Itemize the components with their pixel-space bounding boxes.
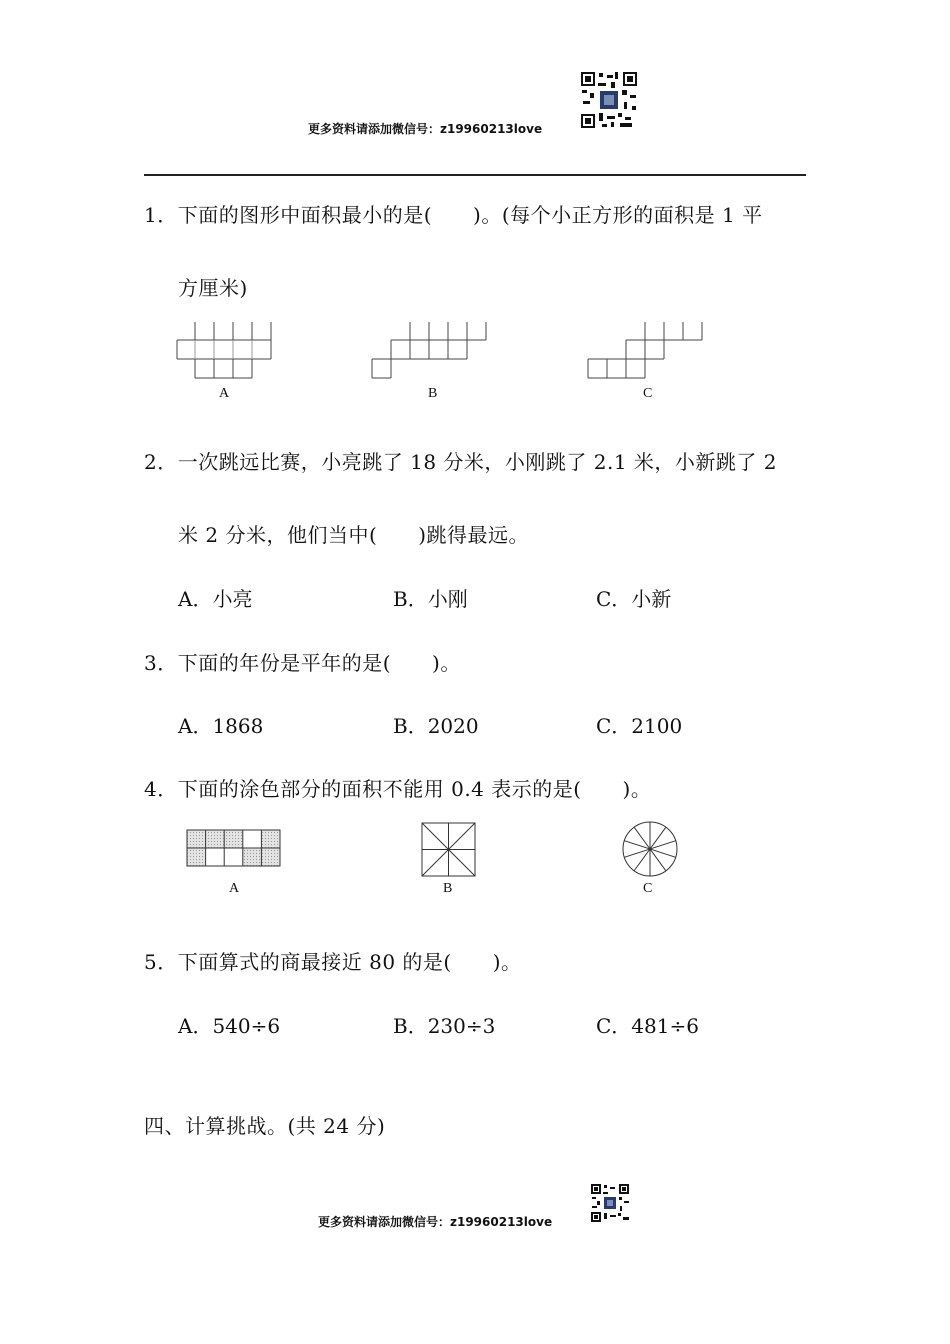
question-2-option-b[interactable]: B．小刚 <box>393 587 468 611</box>
question-number: 3． <box>144 651 178 675</box>
question-5 <box>144 946 522 975</box>
question-5-option-c[interactable]: C．481÷6 <box>596 1014 699 1038</box>
figure-1c <box>586 320 706 382</box>
question-3-option-b[interactable]: B．2020 <box>393 714 479 738</box>
question-2-option-c[interactable]: C．小新 <box>596 587 672 611</box>
question-text: 一次跳远比赛，小亮跳了 18 分米，小刚跳了 2.1 米，小新跳了 2 <box>177 450 778 474</box>
figure-4c-label: C <box>643 881 653 896</box>
question-2 <box>144 446 777 475</box>
question-text: 下面算式的商最接近 80 的是( )。 <box>177 950 522 974</box>
question-text: 下面的涂色部分的面积不能用 0.4 表示的是( )。 <box>177 777 652 801</box>
figure-4c <box>621 820 679 878</box>
question-2-line2: 米 2 分米，他们当中( )跳得最远。 <box>178 523 530 547</box>
question-2-option-a[interactable]: A．小亮 <box>178 587 253 611</box>
section-title: 四、计算挑战。(共 24 分) <box>144 1114 386 1138</box>
figure-1c-label: C <box>643 386 653 401</box>
question-number: 2． <box>144 450 178 474</box>
question-1-line2: 方厘米) <box>178 276 248 300</box>
figure-1a-label: A <box>219 386 230 401</box>
qr-code-icon <box>590 1183 630 1223</box>
question-text: 下面的年份是平年的是( )。 <box>177 651 461 675</box>
figure-4b <box>421 822 477 878</box>
figure-1a <box>176 320 276 382</box>
figure-1b <box>370 320 490 382</box>
header-divider <box>144 174 806 176</box>
footer-promo-text: 更多资料请添加微信号：z19960213love <box>318 1215 553 1229</box>
question-5-option-b[interactable]: B．230÷3 <box>393 1014 496 1038</box>
figure-4b-label: B <box>443 881 453 896</box>
figure-4a <box>186 828 282 870</box>
question-3 <box>144 647 461 676</box>
figure-1b-label: B <box>428 386 438 401</box>
question-3-option-a[interactable]: A．1868 <box>178 714 264 738</box>
figure-4a-label: A <box>229 881 240 896</box>
question-3-option-c[interactable]: C．2100 <box>596 714 683 738</box>
qr-code-icon <box>580 71 638 129</box>
question-number: 5． <box>144 950 178 974</box>
question-5-option-a[interactable]: A．540÷6 <box>178 1014 281 1038</box>
question-text: 下面的图形中面积最小的是( )。(每个小正方形的面积是 1 平 <box>177 203 763 227</box>
question-1 <box>144 199 763 228</box>
header-promo-text: 更多资料请添加微信号：z19960213love <box>308 122 543 136</box>
question-4 <box>144 773 651 802</box>
question-number: 1． <box>144 203 178 227</box>
question-number: 4． <box>144 777 178 801</box>
